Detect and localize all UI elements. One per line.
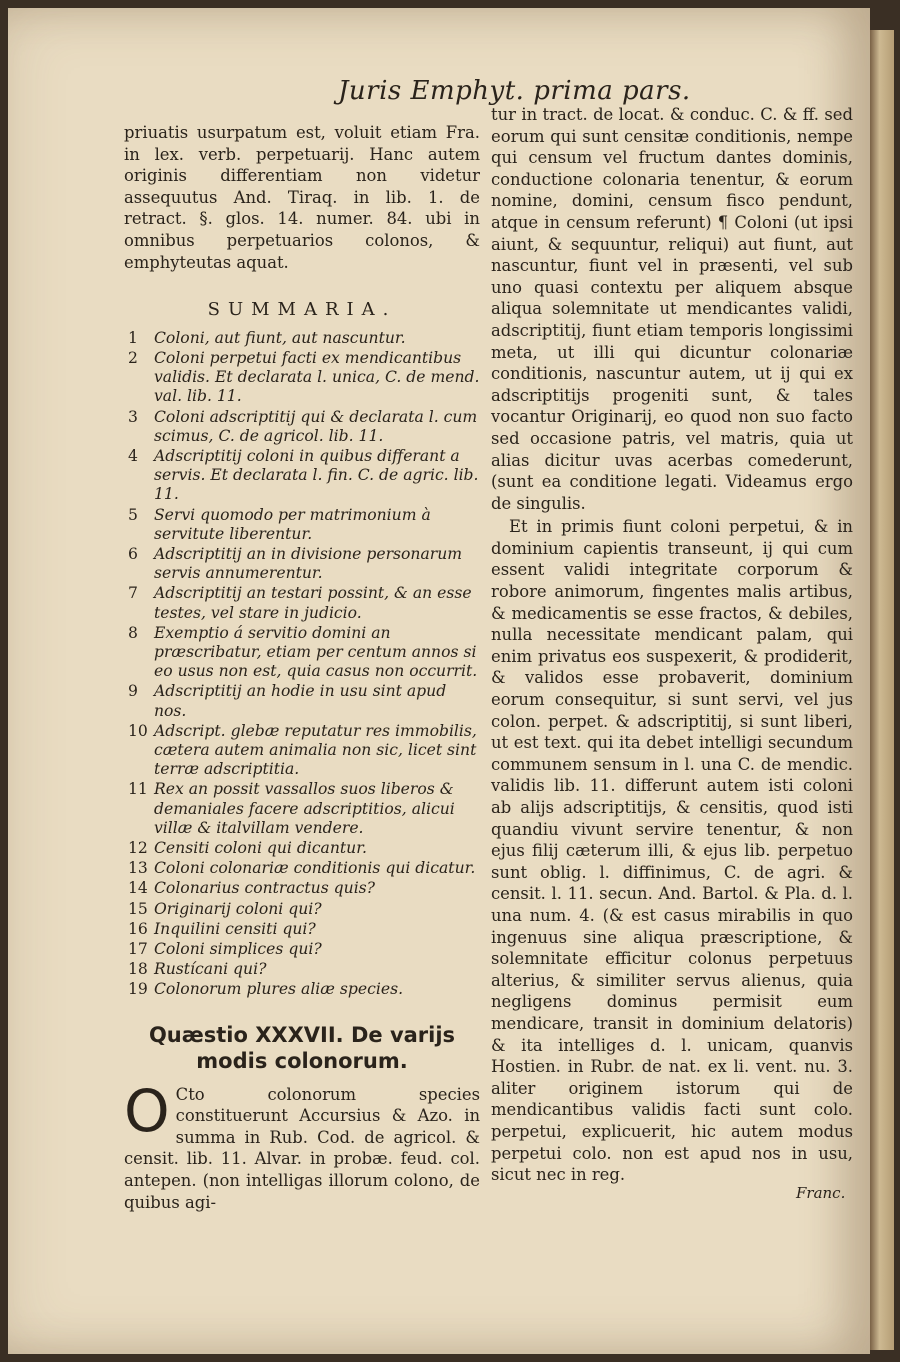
summary-number: 6 bbox=[128, 544, 138, 563]
question-text: Cto colonorum species constituerunt Accursius & Azo. in summa in Rub. Cod. de agricol. & censit. lib. 11. Alvar. in probæ. feud. col. antepen. (non intelligas illorum colono, de quibus agi- bbox=[124, 1084, 480, 1212]
right-paragraph-2: Et in primis fiunt coloni perpetui, & in dominium capientis transeunt, ij qui cum essent validi integritate corporum & robore animorum, fingentes malis artibus, & medicamentis se esse fractos, & debiles, nulla necessitate mendicant palam, qui enim privatus eos suspexerit, & prodiderit, & validos esse probaverit, dominium eorum consequitur, si sunt servi, vel jus colon. perpet. & adscriptitij, si sunt liberi, ut est text. qui ita debet intelligi secundum communem sensum in l. una C. de mendic. validis lib. 11. differunt autem isti coloni ab alijs adscriptitijs, & censitis, quod isti quandiu vivunt servire tenentur, & non ejus filij cæterum illi, & ejus lib. perpetuo sunt oblig. l. diffinimus, C. de agri. & censit. l. 11. secun. And. Bartol. & Pla. d. l. una num. 4. (& est casus mirabilis in quo ingenuus sine aliqua præscriptione, & solemnitate efficitur colonus perpetuus alterius, & similiter servus alienus, quia negligens dominus permisit eum mendicare, transit in dominium delatoris) & ita intelliges d. l. unicam, quanvis Hostien. in Rubr. de nat. ex li. vent. nu. 3. aliter originem istorum qui de mendicantibus validis facti sunt colo. perpetui, explicuerit, hic autem modus perpetui colo. non est apud nos in usu, sicut nec in reg. bbox=[491, 517, 853, 1185]
summary-text: Inquilini censiti qui? bbox=[154, 919, 316, 938]
summary-item bbox=[124, 682, 480, 720]
summary-number: 16 bbox=[128, 919, 148, 938]
summary-number: 8 bbox=[128, 623, 138, 642]
summary-number: 17 bbox=[128, 940, 148, 959]
summary-text: Adscriptitij an testari possint, & an esse testes, vel stare in judicio. bbox=[154, 584, 472, 622]
summary-number: 7 bbox=[128, 584, 138, 603]
summary-number: 5 bbox=[128, 505, 138, 524]
summary-item bbox=[124, 329, 480, 348]
summary-text: Originarij coloni qui? bbox=[154, 899, 322, 918]
summary-item bbox=[124, 859, 480, 878]
summary-number: 19 bbox=[128, 980, 148, 999]
summary-text: Coloni, aut fiunt, aut nascuntur. bbox=[154, 328, 406, 347]
summary-text: Colonarius contractus quis? bbox=[154, 879, 376, 898]
summary-text: Exemptio á servitio domini an præscribatur, etiam per centum annos si eo usus non est, quia casus non occurrit. bbox=[154, 623, 478, 681]
summary-item bbox=[124, 408, 480, 446]
summaria-heading: SUMMARIA. bbox=[207, 299, 397, 321]
summary-number: 1 bbox=[128, 328, 138, 347]
question-opening-paragraph bbox=[124, 1076, 480, 1214]
summary-item bbox=[124, 506, 480, 544]
left-column bbox=[124, 122, 480, 1213]
left-intro-paragraph: priuatis usurpatum est, voluit etiam Fra. in lex. verb. perpetuarij. Hanc autem originis differentiam non videtur assequutus And. Tiraq. in lib. 1. de retract. §. glos. 14. numer. 84. ubi in omnibus perpetuarios colonos, & emphyteutas aquat. bbox=[124, 123, 480, 272]
summary-item bbox=[124, 980, 480, 999]
summary-number: 3 bbox=[128, 407, 138, 426]
book-page bbox=[8, 8, 870, 1354]
summary-item bbox=[124, 545, 480, 583]
summary-item bbox=[124, 584, 480, 622]
running-header: Juris Emphyt. prima pars. bbox=[338, 76, 691, 106]
summary-number: 12 bbox=[128, 839, 148, 858]
summary-text: Coloni adscriptitij qui & declarata l. cum scimus, C. de agricol. lib. 11. bbox=[154, 407, 478, 445]
summary-item bbox=[124, 960, 480, 979]
summary-item bbox=[124, 447, 480, 505]
summary-item bbox=[124, 920, 480, 939]
summary-item bbox=[124, 780, 480, 838]
summary-text: Coloni perpetui facti ex mendicantibus validis. Et declarata l. unica, C. de mend. val. lib. 11. bbox=[154, 348, 480, 406]
summary-item bbox=[124, 940, 480, 959]
summary-number: 2 bbox=[128, 348, 138, 367]
summary-item bbox=[124, 349, 480, 407]
summary-item bbox=[124, 839, 480, 858]
question-title: Quæstio XXXVII. De varijs modis colonorum. bbox=[148, 1022, 456, 1073]
next-page-edge bbox=[870, 30, 894, 1350]
summary-text: Censiti coloni qui dicantur. bbox=[154, 839, 367, 858]
summary-text: Adscriptitij an hodie in usu sint apud nos. bbox=[154, 682, 447, 720]
summary-item bbox=[124, 722, 480, 780]
summary-item bbox=[124, 624, 480, 682]
right-column bbox=[491, 104, 853, 1186]
summary-text: Servi quomodo per matrimonium à servitute liberentur. bbox=[154, 505, 431, 543]
summary-text: Rex an possit vassallos suos liberos & demaniales facere adscriptitios, alicui villæ & italvillam vendere. bbox=[154, 780, 455, 837]
summary-number: 18 bbox=[128, 960, 148, 979]
summary-number: 14 bbox=[128, 879, 148, 898]
summary-text: Coloni colonariæ conditionis qui dicatur. bbox=[154, 859, 476, 878]
summary-number: 10 bbox=[128, 721, 148, 740]
summaria-list bbox=[124, 329, 480, 1000]
summary-item bbox=[124, 879, 480, 898]
summary-number: 11 bbox=[128, 780, 148, 799]
right-paragraph-1: tur in tract. de locat. & conduc. C. & ff. sed eorum qui sunt censitæ conditionis, nempe qui censum vel fructum dantes dominis, conductione colonaria tenentur, & eorum nomine, domini, censum fisco pendunt, atque in censum referunt) ¶ Coloni (ut ipsi aiunt, & sequuntur, reliqui) aut fiunt, aut nascuntur, fiunt vel in præsenti, vel sub uno quasi contextu per aliquem absque aliqua solemnitate ut mendicantes validi, adscriptitij, fiunt etiam temporis longissimi meta, ut illi qui dicuntur colonariæ conditionis, nascuntur autem, ut ij qui ex adscriptitijs progeniti sunt, & tales vocantur Originarij, eo quod non suo facto sed occasione patris, vel matris, quia ut alias dicitur uvas acerbas comederunt, (sunt ea conditione legati. Videamus ergo de singulis. bbox=[491, 105, 853, 513]
summary-number: 15 bbox=[128, 899, 148, 918]
summary-text: Rustícani qui? bbox=[154, 960, 267, 979]
summary-item bbox=[124, 900, 480, 919]
summary-text: Colonorum plures aliæ species. bbox=[154, 980, 404, 999]
summary-text: Adscriptitij coloni in quibus differant a servis. Et declarata l. fin. C. de agric. lib. 11. bbox=[154, 446, 479, 504]
catchword: Franc. bbox=[796, 1184, 846, 1202]
summary-text: Adscript. glebæ reputatur res immobilis, cætera autem animalia non sic, licet sint terræ adscriptitia. bbox=[154, 721, 477, 779]
drop-cap-o: O bbox=[124, 1076, 170, 1145]
summary-text: Adscriptitij an in divisione personarum servis annumerentur. bbox=[154, 544, 463, 583]
summary-number: 13 bbox=[128, 859, 148, 878]
summary-text: Coloni simplices qui? bbox=[154, 940, 322, 959]
summary-number: 9 bbox=[128, 682, 138, 701]
summary-number: 4 bbox=[128, 446, 138, 465]
